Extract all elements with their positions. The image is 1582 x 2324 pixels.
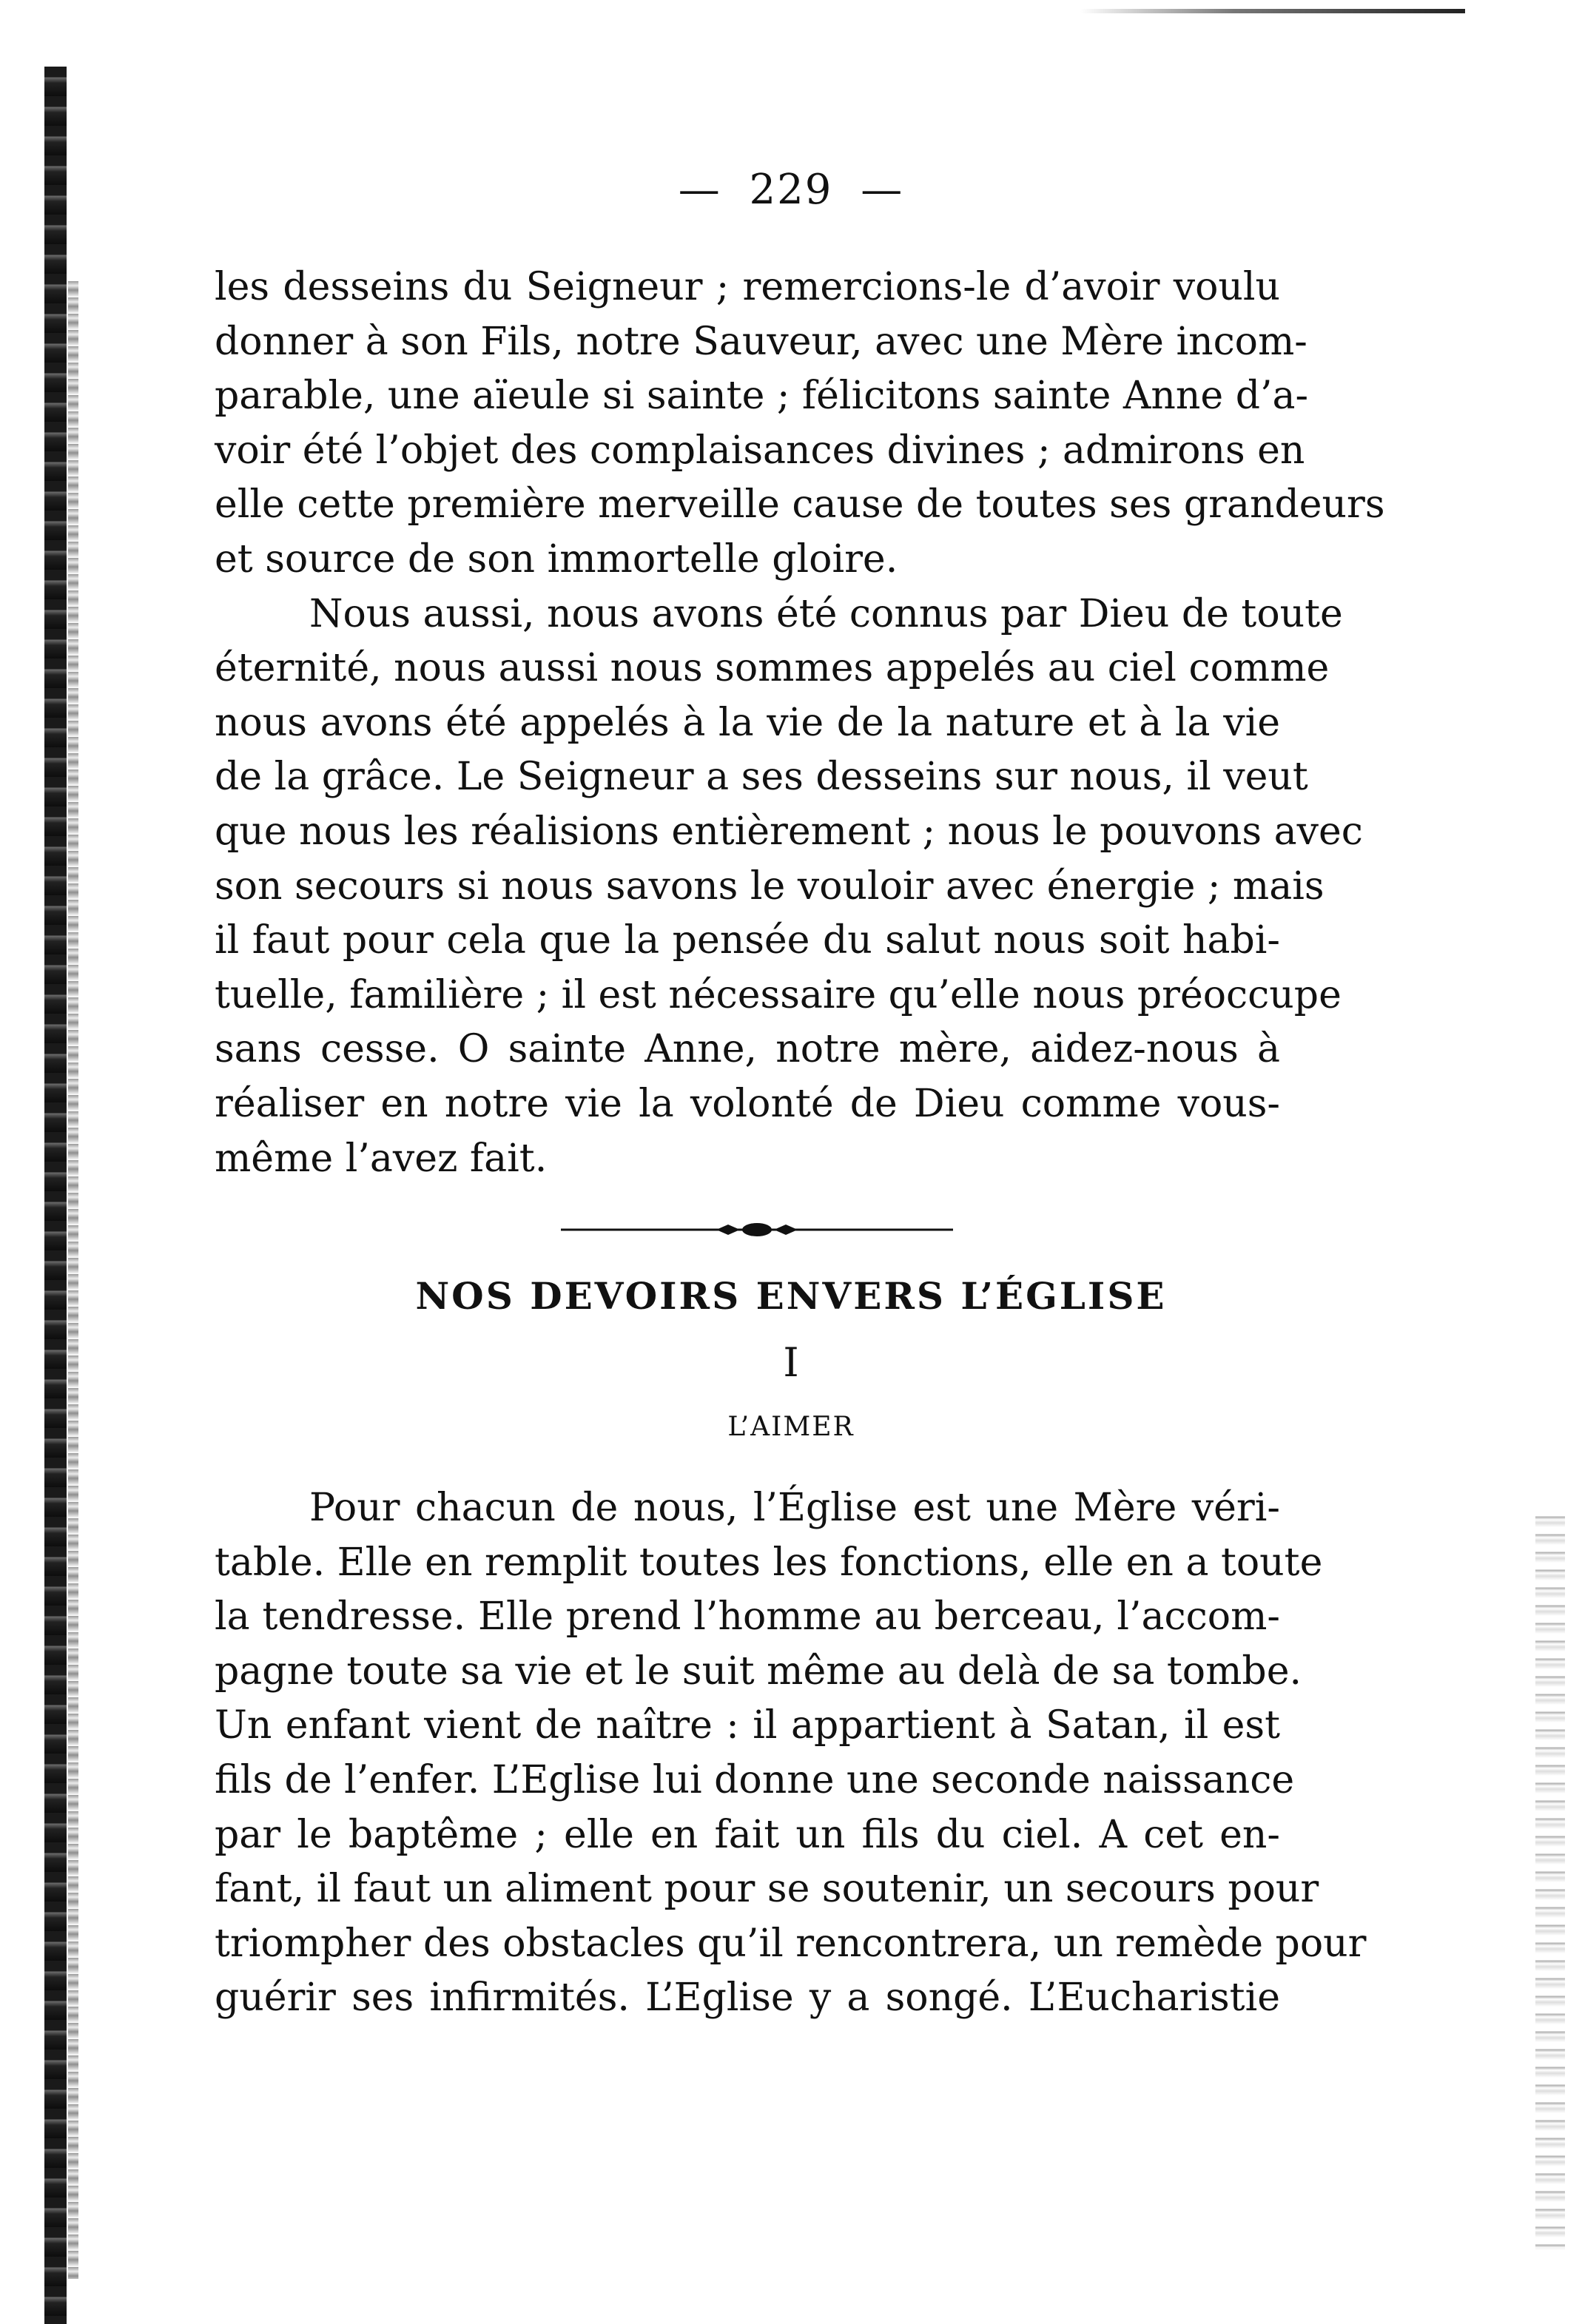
section-numeral: I (783, 1339, 799, 1386)
text-line: tuelle, familière ; il est nécessaire qu’elle nous préoccupe (215, 972, 1342, 1017)
text-line: Un enfant vient de naître : il appartient à Satan, il est (215, 1703, 1280, 1748)
text-line: réaliser en notre vie la volonté de Dieu comme vous- (215, 1081, 1280, 1126)
text-line: sans cesse. O sainte Anne, notre mère, aidez-nous à (215, 1027, 1280, 1072)
text-line: par le baptême ; elle en fait un fils du ciel. A cet en- (215, 1812, 1280, 1857)
text-line: il faut pour cela que la pensée du salut nous soit habi- (215, 918, 1280, 963)
text-line: Pour chacun de nous, l’Église est une Mère véri- (309, 1486, 1280, 1530)
text-line: et source de son immortelle gloire. (215, 536, 898, 582)
section-title: NOS DEVOIRS ENVERS L’ÉGLISE (415, 1274, 1167, 1318)
text-line: que nous les réalisions entièrement ; nous le pouvons avec (215, 809, 1363, 854)
text-line: son secours si nous savons le vouloir avec énergie ; mais (215, 863, 1324, 909)
text-line: éternité, nous aussi nous sommes appelés au ciel comme (215, 646, 1330, 691)
text-line: fant, il faut un aliment pour se soutenir, un secours pour (215, 1867, 1319, 1912)
scan-margin-noise (1535, 1509, 1565, 2249)
text-line: parable, une aïeule si sainte ; félicitons sainte Anne d’a- (215, 374, 1309, 419)
text-line: fils de l’enfer. L’Eglise lui donne une seconde naissance (215, 1757, 1295, 1802)
text-line: de la grâce. Le Seigneur a ses desseins sur nous, il veut (215, 755, 1308, 800)
text-line: voir été l’objet des complaisances divines ; admirons en (215, 428, 1305, 473)
text-line: guérir ses infirmités. L’Eglise y a songé. L’Eucharistie (215, 1976, 1280, 2021)
page-number: 229 (749, 166, 833, 214)
text-line: même l’avez fait. (215, 1136, 548, 1181)
text-line: les desseins du Seigneur ; remercions-le d’avoir voulu (215, 265, 1280, 309)
page-number-dash-left: — (678, 166, 721, 214)
scan-top-rule (1080, 9, 1465, 13)
text-line: elle cette première merveille cause de toutes ses grandeurs (215, 482, 1385, 528)
body-text-upper (215, 260, 1385, 1186)
scan-binding-shadow (44, 67, 67, 2324)
page-number-header (0, 166, 1582, 214)
body-text-lower (215, 1481, 1367, 2026)
text-line: table. Elle en remplit toutes les fonctions, elle en a toute (215, 1540, 1323, 1585)
page-number-dash-right: — (861, 166, 904, 214)
section-subheading: L’AIMER (727, 1412, 855, 1442)
text-line: Nous aussi, nous avons été connus par Dieu de toute (309, 591, 1343, 636)
text-line: nous avons été appelés à la vie de la nature et à la vie (215, 700, 1280, 745)
text-line: triompher des obstacles qu’il rencontrera, un remède pour (215, 1921, 1367, 1966)
text-line: pagne toute sa vie et le suit même au delà de sa tombe. (215, 1648, 1302, 1694)
text-line: la tendresse. Elle prend l’homme au berceau, l’accom- (215, 1594, 1280, 1640)
section-divider-ornament (561, 1221, 953, 1239)
text-line: donner à son Fils, notre Sauveur, avec une Mère incom- (215, 319, 1307, 364)
